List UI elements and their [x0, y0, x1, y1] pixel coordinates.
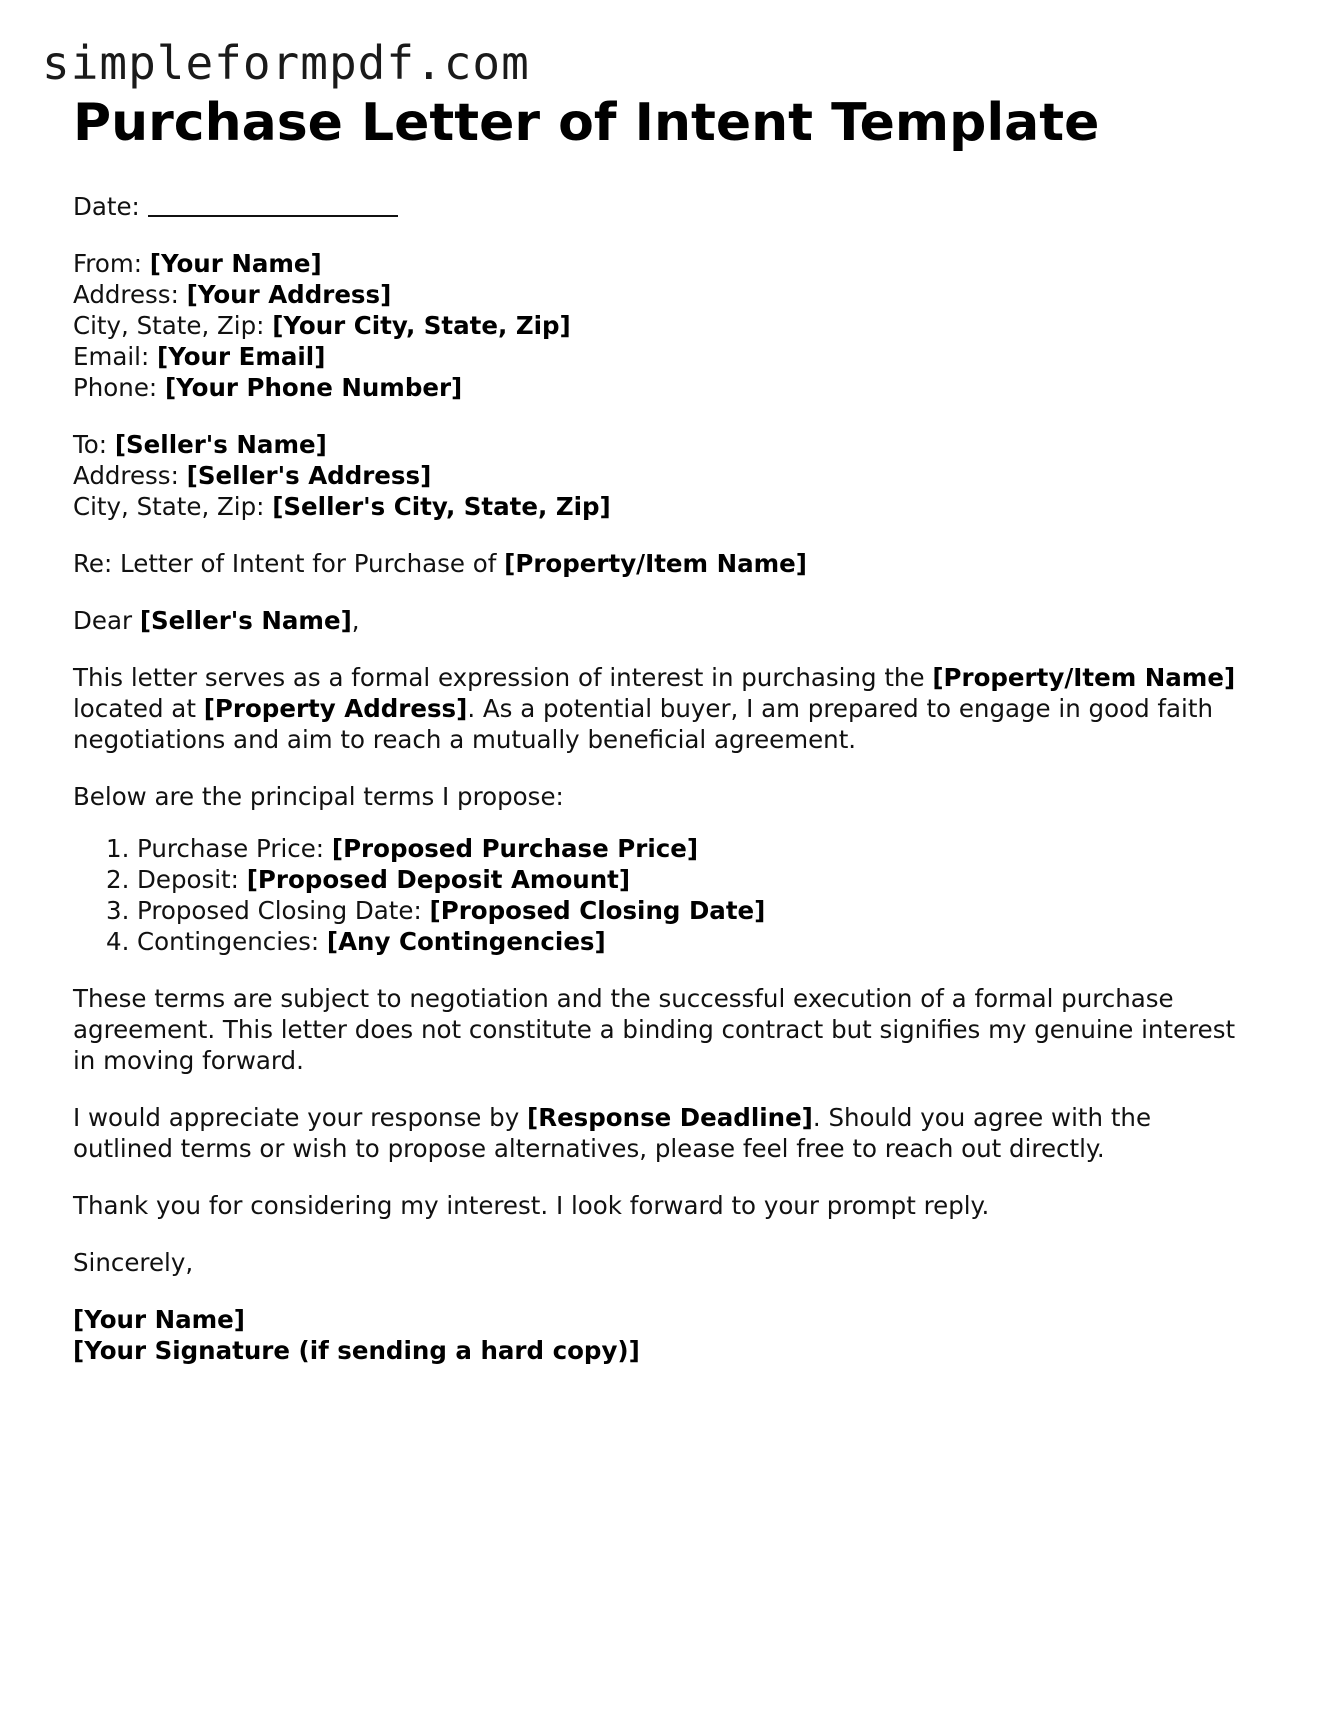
terms-note: These terms are subject to negotiation and the successful execution of a formal purchase agreement. This letter does not constitute a binding contract but signifies my genuine interest in moving forward.: [73, 984, 1236, 1075]
date-label: Date:: [73, 192, 140, 221]
term-number: 1.: [106, 834, 130, 863]
intro-item: [Property/Item Name]: [932, 663, 1236, 692]
term-number: 2.: [106, 865, 130, 894]
from-label: From:: [73, 249, 142, 278]
intro-text-1: This letter serves as a formal expression of interest in purchasing the: [73, 663, 925, 692]
signature-block: [73, 1304, 1253, 1366]
sender-phone: [Your Phone Number]: [164, 373, 463, 402]
sender-city: [Your City, State, Zip]: [272, 311, 571, 340]
term-label: Purchase Price:: [137, 834, 325, 863]
subject-line: [73, 548, 1253, 579]
thanks-paragraph: Thank you for considering my interest. I look forward to your prompt reply.: [73, 1191, 990, 1220]
intro-text-2: located at: [73, 694, 196, 723]
term-value: [Any Contingencies]: [326, 927, 606, 956]
sender-block: [73, 248, 1253, 403]
recipient-city-label: City, State, Zip:: [73, 492, 265, 521]
watermark-site-name: simpleformpdf.com: [42, 36, 530, 90]
recipient-address-label: Address:: [73, 461, 179, 490]
intro-paragraph: [73, 662, 1253, 755]
response-paragraph: [73, 1102, 1253, 1164]
recipient-city: [Seller's City, State, Zip]: [272, 492, 611, 521]
response-text-1: I would appreciate your response by: [73, 1103, 520, 1132]
signature-name: [Your Name]: [73, 1305, 245, 1334]
term-value: [Proposed Deposit Amount]: [246, 865, 631, 894]
recipient-block: [73, 429, 1253, 522]
recipient-address: [Seller's Address]: [186, 461, 432, 490]
signature-line: [Your Signature (if sending a hard copy)]: [73, 1336, 640, 1365]
letter-body: [73, 189, 1253, 1392]
term-item: [73, 895, 1253, 926]
term-item: [73, 833, 1253, 864]
salutation-prefix: Dear: [73, 606, 133, 635]
term-label: Deposit:: [137, 865, 239, 894]
term-number: 4.: [106, 927, 130, 956]
sender-email: [Your Email]: [157, 342, 326, 371]
closing: Sincerely,: [73, 1248, 194, 1277]
response-text-2: . Should you agree with the outlined terms or wish to propose alternatives, please feel free to reach out directly.: [73, 1103, 1152, 1163]
intro-address: [Property Address]: [203, 694, 468, 723]
sender-city-label: City, State, Zip:: [73, 311, 265, 340]
sender-address: [Your Address]: [186, 280, 392, 309]
date-line: [73, 189, 1253, 222]
salutation: [73, 605, 1253, 636]
sender-name: [Your Name]: [149, 249, 322, 278]
salutation-comma: ,: [351, 606, 360, 635]
date-blank-field[interactable]: [148, 191, 398, 217]
term-item: [73, 864, 1253, 895]
term-item: [73, 926, 1253, 957]
sender-address-label: Address:: [73, 280, 179, 309]
salutation-name: [Seller's Name]: [139, 606, 352, 635]
term-number: 3.: [106, 896, 130, 925]
recipient-name: [Seller's Name]: [114, 430, 327, 459]
terms-intro: Below are the principal terms I propose:: [73, 782, 564, 811]
subject-value: [Property/Item Name]: [504, 549, 807, 578]
document-title: Purchase Letter of Intent Template: [73, 93, 1100, 153]
term-label: Proposed Closing Date:: [137, 896, 422, 925]
term-value: [Proposed Purchase Price]: [331, 834, 699, 863]
response-deadline: [Response Deadline]: [527, 1103, 813, 1132]
intro-text-3: . As a potential buyer, I am prepared to engage in good faith negotiations and aim to reach a mutually beneficial agreement.: [73, 694, 1213, 754]
terms-list: [73, 833, 1253, 957]
subject-label: Re: Letter of Intent for Purchase of: [73, 549, 497, 578]
sender-phone-label: Phone:: [73, 373, 158, 402]
to-label: To:: [73, 430, 108, 459]
term-label: Contingencies:: [137, 927, 320, 956]
sender-email-label: Email:: [73, 342, 150, 371]
term-value: [Proposed Closing Date]: [429, 896, 766, 925]
